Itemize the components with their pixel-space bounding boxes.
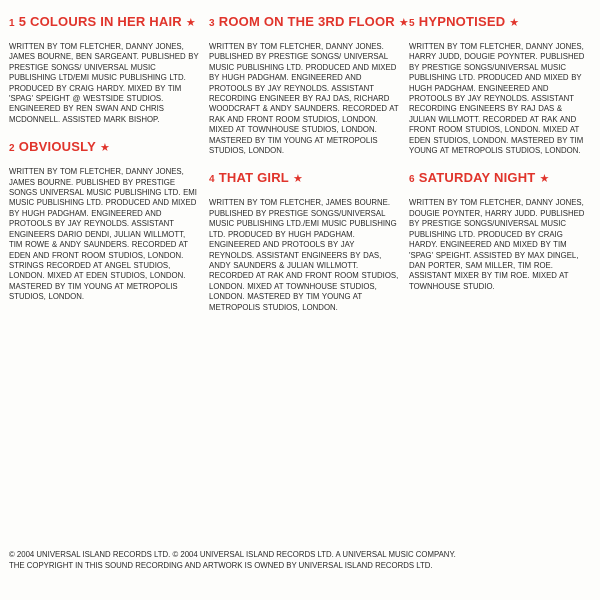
track-number: 3 <box>209 18 215 29</box>
track-heading <box>409 14 589 32</box>
copyright-line-1: © 2004 UNIVERSAL ISLAND RECORDS LTD. © 2004 UNIVERSAL ISLAND RECORDS LTD. A UNIVERSAL MUSIC COMPANY. <box>9 550 456 559</box>
track-heading <box>209 170 401 188</box>
track-credits: WRITTEN BY TOM FLETCHER, DANNY JONES, DOUGIE POYNTER, HARRY JUDD. PUBLISHED BY PRESTIGE SONGS/UNIVERSAL MUSIC PUBLISHING LTD. PRODUCED BY CRAIG HARDY. ENGINEERED AND MIXED BY TIM 'SPAG' SPEIGHT. ASSISTED BY MAX DINGEL, DAN PORTER, SAM MILLER, TIM ROE. ASSISTANT MIXER BY TIM ROE. MIXED AT TOWNHOUSE STUDIO. <box>409 198 585 291</box>
track-heading <box>209 14 409 32</box>
track-title: SATURDAY NIGHT <box>418 170 536 186</box>
track-number: 6 <box>409 174 415 186</box>
track-heading <box>409 170 589 188</box>
track-1 <box>9 14 201 125</box>
column-2 <box>209 14 409 327</box>
column-3 <box>409 14 589 306</box>
star-icon: ★ <box>99 142 111 155</box>
track-title: HYPNOTISED <box>418 14 506 29</box>
track-credits: WRITTEN BY TOM FLETCHER, DANNY JONES, JAMES BOURNE. PUBLISHED BY PRESTIGE SONGS UNIVERSAL MUSIC PUBLISHING LTD. EMI MUSIC PUBLISHING LTD. PRODUCED AND MIXED BY HUGH PADGHAM. ENGINEERED AND PROTOOLS BY JAY REYNOLDS. ASSISTANT ENGINEERS DARIO DENDI, JULIAN WILLMOTT, TIM ROWE & ANDY SAUNDERS. RECORDED AT EDEN AND FRONT ROOM STUDIOS, LONDON. STRINGS RECORDED AT ANGEL STUDIOS, LONDON. MIXED AT EDEN STUDIOS, LONDON. MASTERED BY TIM YOUNG AT METROPOLIS STUDIOS, LONDON. <box>9 167 197 302</box>
track-number: 4 <box>209 174 215 186</box>
track-credits: WRITTEN BY TOM FLETCHER, DANNY JONES, HARRY JUDD, DOUGIE POYNTER. PUBLISHED BY PRESTIGE SONGS/UNIVERSAL MUSIC PUBLISHING LTD. PRODUCED AND MIXED BY HUGH PADGHAM. ENGINEERED AND PROTOOLS BY JAY REYNOLDS. ASSISTANT RECORDING ENGINEERS BY RAJ DAS & JULIAN WILLMOTT. RECORDED AT RAK AND FRONT ROOM STUDIOS, LONDON. MIXED AT EDEN STUDIOS, LONDON. MASTERED BY TIM YOUNG AT METROPOLIS STUDIOS, LONDON. <box>409 42 585 156</box>
star-icon: ★ <box>539 173 550 186</box>
track-title: OBVIOUSLY <box>18 139 96 155</box>
track-heading <box>9 14 201 32</box>
star-icon: ★ <box>292 173 303 186</box>
track-5 <box>409 14 589 156</box>
track-credits: WRITTEN BY TOM FLETCHER, JAMES BOURNE. PUBLISHED BY PRESTIGE SONGS/UNIVERSAL MUSIC PUBLISHING LTD./EMI MUSIC PUBLISHING LTD. PRODUCED BY HUGH PADGHAM. ENGINEERED AND PROTOOLS BY JAY REYNOLDS. ASSISTANT ENGINEERS BY DAS, ANDY SAUNDERS & JULIAN WILLMOTT. RECORDED AT RAK AND FRONT ROOM STUDIOS, LONDON. MIXED AT TOWNHOUSE STUDIOS, LONDON. MASTERED BY TIM YOUNG AT METROPOLIS STUDIOS, LONDON. <box>209 198 399 312</box>
track-2 <box>9 139 201 302</box>
star-icon: ★ <box>509 17 520 29</box>
track-4 <box>209 170 401 312</box>
track-title: 5 COLOURS IN HER HAIR <box>18 14 182 29</box>
track-title: THAT GIRL <box>218 170 289 186</box>
track-number: 2 <box>9 143 15 155</box>
column-1 <box>9 14 201 317</box>
track-credits: WRITTEN BY TOM FLETCHER, DANNY JONES, JAMES BOURNE, BEN SARGEANT. PUBLISHED BY PRESTIGE SONGS/ UNIVERSAL MUSIC PUBLISHING LTD/EMI MUSIC PUBLISHING LTD. PRODUCED BY CRAIG HARDY. MIXED BY TIM 'SPAG' SPEIGHT @ WESTSIDE STUDIOS. ENGINEERED BY REN SWAN AND CHRIS MCDONNELL. ASSISTED MARK BISHOP. <box>9 42 199 124</box>
copyright-line-2: THE COPYRIGHT IN THIS SOUND RECORDING AND ARTWORK IS OWNED BY UNIVERSAL ISLAND RECORDS LTD. <box>9 561 433 570</box>
track-3 <box>209 14 409 156</box>
track-credits: WRITTEN BY TOM FLETCHER, DANNY JONES. PUBLISHED BY PRESTIGE SONGS/ UNIVERSAL MUSIC PUBLISHING LTD. PRODUCED AND MIXED BY HUGH PADGHAM. ENGINEERED AND PROTOOLS BY JAY REYNOLDS. ASSISTANT RECORDING ENGINEER BY RAJ DAS, RICHARD WOODCRAFT & ANDY SAUNDERS. RECORDED AT RAK AND FRONT ROOM STUDIOS, LONDON. MIXED AT TOWNHOUSE STUDIOS, LONDON. MASTERED BY TIM YOUNG AT METROPOLIS STUDIOS, LONDON. <box>209 42 399 156</box>
track-number: 5 <box>409 18 415 29</box>
track-heading <box>9 139 201 157</box>
track-title: ROOM ON THE 3RD FLOOR <box>218 14 395 29</box>
copyright-footer <box>9 549 594 571</box>
track-number: 1 <box>9 18 15 29</box>
track-6 <box>409 170 589 292</box>
star-icon: ★ <box>185 17 196 29</box>
star-icon: ★ <box>398 17 409 29</box>
